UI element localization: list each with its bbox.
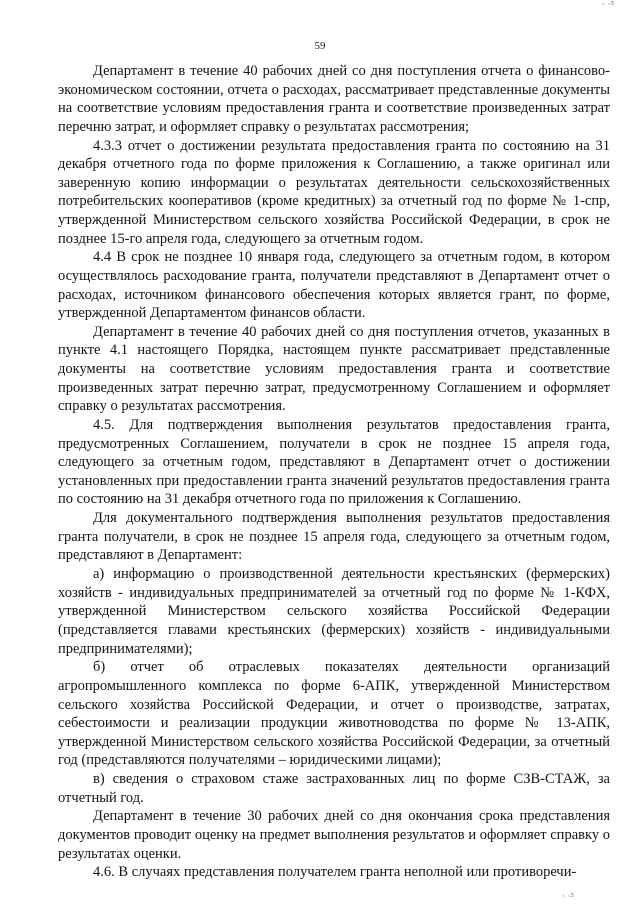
- list-item-b: б) отчет об отраслевых показателях деятельности организаций агропромышленного комплекса по форме 6-АПК, утвержденной Министерством сельского хозяйства Российской Федерации, и отчет о производстве, затратах, себестоимости и реализации продукции животноводства по форме № 13-АПК, утвержденной Министерством сельского хозяйства Российской Федерации, за отчетный год (представляются получателями – юридическими лицами);: [58, 659, 610, 769]
- list-item-a: а) информацию о производственной деятельности крестьянских (фермерских) хозяйств - индивидуальных предпринимателей за отчетный год по форме № 1-КФХ, утвержденной Министерством сельского хозяйства Российской Федерации (представляется главами крестьянских (фермерских) хозяйств - индивидуальными предпринимателями);: [58, 566, 610, 657]
- page-number: 59: [314, 40, 326, 52]
- body-text: [58, 62, 610, 882]
- paragraph-4-5: 4.5. Для подтверждения выполнения результатов предоставления гранта, предусмотренных Соглашением, получатели в срок не позднее 15 апреля года, следующего за отчетным годом, представляют в Департамент отчет о достижении установленных при предоставлении гранта значений результатов предоставления гранта по состоянию на 31 декабря отчетного года по приложения к Соглашению.: [58, 417, 610, 508]
- paragraph-4-3-3: 4.3.3 отчет о достижении результата предоставления гранта по состоянию на 31 декабря отчетного года по форме приложения к Соглашению, а также оригинал или заверенную копию информации о результатах деятельности сельскохозяйственных потребительских кооперативов (кроме кредитных) за отчетный год по форме № 1-спр, утвержденной Министерством сельского хозяйства Российской Федерации, в срок не позднее 15-го апреля года, следующего за отчетным годом.: [58, 137, 610, 247]
- paragraph-department-40-days-finance: Департамент в течение 40 рабочих дней со дня поступления отчета о финансово-экономическом состоянии, отчета о расходах, рассматривает представленные документы на соответствие условиям предоставления гранта и соответствие произведенных затрат перечню затрат, и оформляет справку о результатах рассмотрения;: [58, 63, 610, 135]
- paragraph-4-6: 4.6. В случаях представления получателем гранта неполной или противоречи-: [93, 864, 577, 881]
- scan-mark-top: · ·ᶾ: [601, 0, 614, 10]
- paragraph-department-30-days: Департамент в течение 30 рабочих дней со дня окончания срока представления документов проводит оценку на предмет выполнения результатов и оформляет справку о результатах оценки.: [58, 808, 610, 862]
- paragraph-department-40-days-reports: Департамент в течение 40 рабочих дней со дня поступления отчетов, указанных в пункте 4.1 настоящего Порядка, настоящем пункте рассматривает представленные документы на соответствие условиям предоставления гранта и соответствие произведенных затрат перечню затрат, предусмотренному Соглашением и оформляет справку о результатах рассмотрения.: [58, 323, 610, 415]
- scan-mark-bottom: · ·ᶾ: [561, 892, 574, 902]
- paragraph-documentary-confirmation: Для документального подтверждения выполнения результатов предоставления гранта получатели, в срок не позднее 15 апреля года, следующего за отчетным годом, представляют в Департамент:: [58, 510, 610, 564]
- list-item-v: в) сведения о страховом стаже застрахованных лиц по форме СЗВ-СТАЖ, за отчетный год.: [58, 771, 610, 806]
- paragraph-4-4: 4.4 В срок не позднее 10 января года, следующего за отчетным годом, в котором осуществлялось расходование гранта, получатели представляют в Департамент отчет о расходах, источником финансового обеспечения которых является грант, по форме, утвержденной Департаментом финансов области.: [58, 249, 610, 322]
